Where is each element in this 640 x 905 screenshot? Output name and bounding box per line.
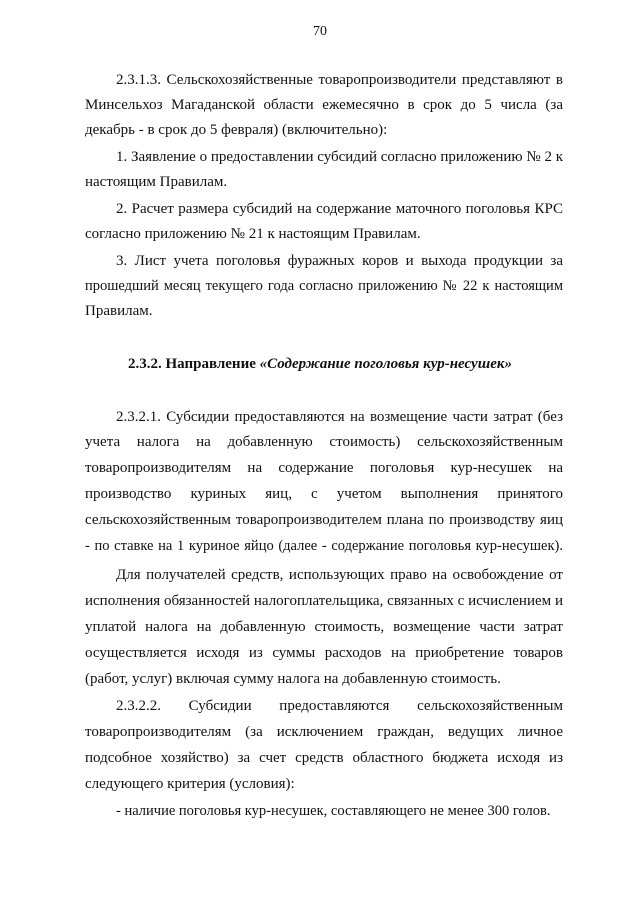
section-heading-number: 2.3.2. Направление [128,356,260,372]
paragraph-2-3-1-3-line-2: Минсельхоз Магаданской области ежемесячно в срок до 5 числа (за [85,97,563,113]
paragraph-vat-line-5: (работ, услуг) включая сумму налога на добавленную стоимость. [85,671,501,687]
paragraph-2-3-1-3-line-1: 2.3.1.3. Сельскохозяйственные товаропроизводители представляют в [116,72,563,88]
list-item-1-line-2: настоящим Правилам. [85,174,228,190]
paragraph-2-3-2-1-line-3: товаропроизводителям на содержание поголовья кур-несушек на [85,460,563,476]
list-item-3-line-3: Правилам. [85,303,153,319]
paragraph-2-3-2-1-line-2: учета налога на добавленную стоимость) сельскохозяйственным [85,434,563,450]
paragraph-2-3-2-1-line-6: - по ставке на 1 куриное яйцо (далее - содержание поголовья кур-несушек). [85,538,563,554]
paragraph-2-3-1-3-line-3: декабрь - в срок до 5 февраля) (включительно): [85,122,388,138]
paragraph-2-3-2-2-line-4: следующего критерия (условия): [85,776,295,792]
paragraph-2-3-2-2-line-3: подсобное хозяйство) за счет средств областного бюджета исходя из [85,750,563,766]
list-item-3-line-2: прошедший месяц текущего года согласно приложению № 22 к настоящим [85,278,563,294]
section-heading-2-3-2 [0,355,640,373]
paragraph-2-3-2-2-line-1: 2.3.2.2. Субсидии предоставляются сельскохозяйственным [116,698,563,714]
paragraph-2-3-2-1-line-5: сельскохозяйственным товаропроизводителем плана по производству яиц [85,512,563,528]
list-item-1-line-1: 1. Заявление о предоставлении субсидий согласно приложению № 2 к [116,149,563,165]
paragraph-vat-line-3: уплатой налога на добавленную стоимость, возмещение части затрат [85,619,563,635]
section-heading-title: «Содержание поголовья кур-несушек» [259,356,512,372]
list-item-2-line-1: 2. Расчет размера субсидий на содержание маточного поголовья КРС [116,201,563,217]
page-number: 70 [313,24,327,39]
list-item-3-line-1: 3. Лист учета поголовья фуражных коров и выхода продукции за [116,253,563,269]
criterion-item: - наличие поголовья кур-несушек, составляющего не менее 300 голов. [116,803,551,819]
paragraph-vat-line-2: исполнения обязанностей налогоплательщика, связанных с исчислением и [85,593,563,609]
list-item-2-line-2: согласно приложению № 21 к настоящим Правилам. [85,226,421,242]
paragraph-vat-line-4: осуществляется исходя из суммы расходов на приобретение товаров [85,645,563,661]
paragraph-2-3-2-2-line-2: товаропроизводителям (за исключением граждан, ведущих личное [85,724,563,740]
paragraph-2-3-2-1-line-1: 2.3.2.1. Субсидии предоставляются на возмещение части затрат (без [116,409,563,425]
paragraph-2-3-2-1-line-4: производство куриных яиц, с учетом выполнения принятого [85,486,563,502]
paragraph-vat-line-1: Для получателей средств, использующих право на освобождение от [116,567,563,583]
